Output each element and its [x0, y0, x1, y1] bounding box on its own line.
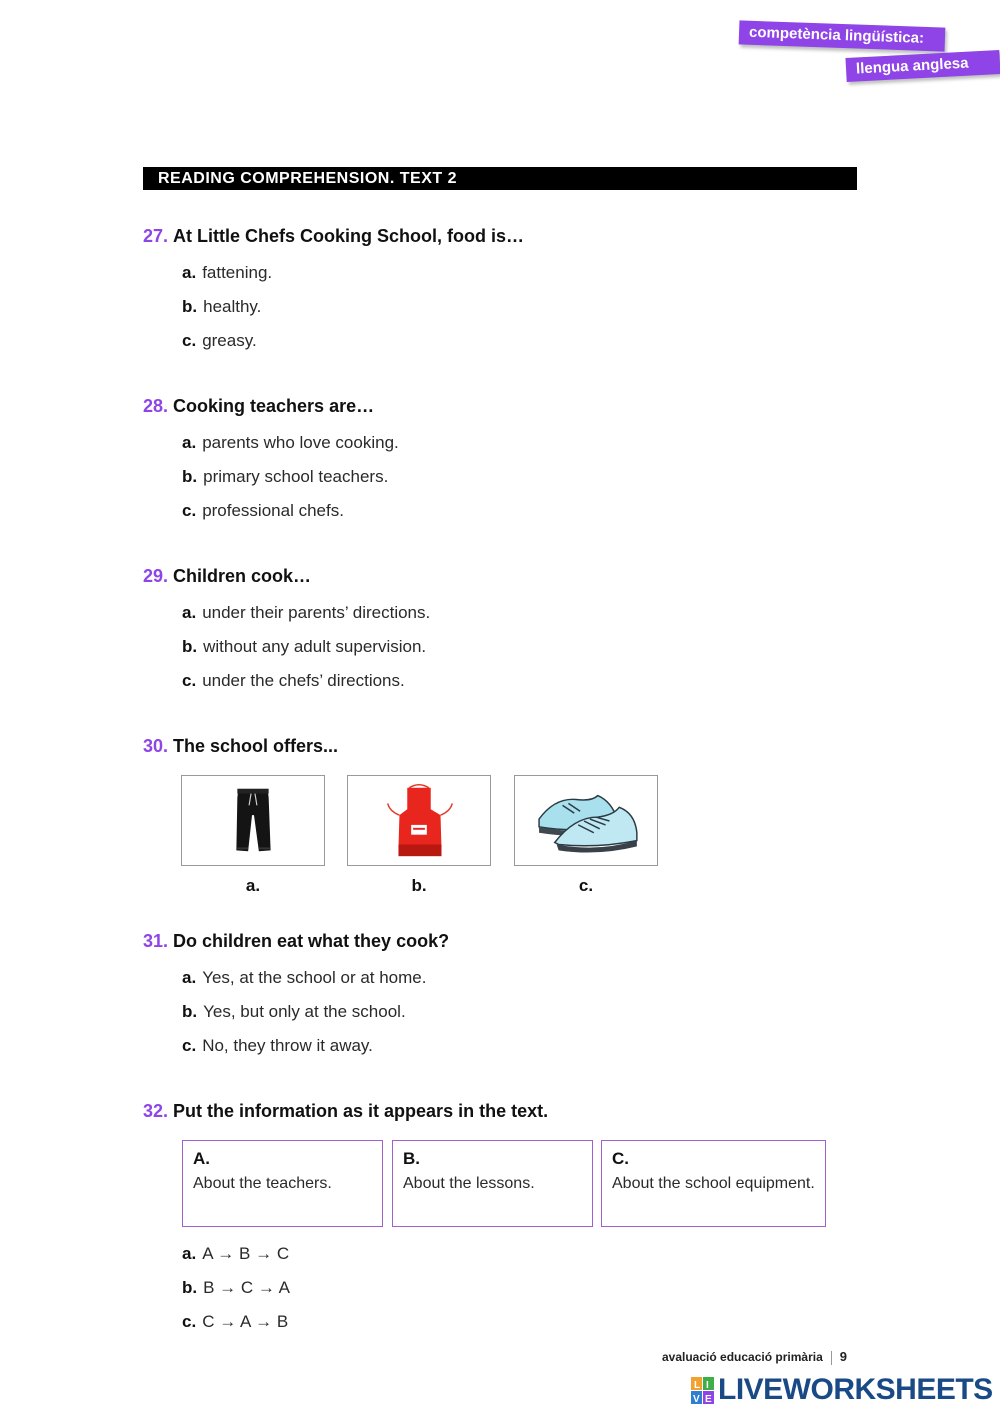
apron-icon	[348, 776, 490, 865]
option-text: under the chefs’ directions.	[202, 671, 405, 690]
image-option-trousers[interactable]	[181, 775, 325, 866]
option-text: healthy.	[203, 297, 262, 316]
option-32-b[interactable]	[182, 1278, 290, 1298]
option-27-a[interactable]	[182, 263, 272, 283]
option-29-b[interactable]	[182, 637, 426, 657]
question-text: Do children eat what they cook?	[173, 931, 450, 951]
question-30	[143, 736, 338, 757]
info-box-title: B.	[403, 1149, 420, 1168]
info-box-b	[392, 1140, 593, 1227]
question-text: The school offers...	[173, 736, 339, 756]
brand-name: LIVEWORKSHEETS	[718, 1373, 993, 1406]
question-27	[143, 226, 524, 247]
page-number: 9	[839, 1349, 847, 1364]
footer-text: avaluació educació primària	[662, 1350, 823, 1364]
option-letter: b.	[182, 1278, 198, 1297]
question-text: Cooking teachers are…	[173, 396, 375, 416]
option-31-b[interactable]	[182, 1002, 406, 1022]
option-letter: c.	[182, 671, 197, 690]
option-27-c[interactable]	[182, 331, 257, 351]
question-text: Children cook…	[173, 566, 312, 586]
svg-text:V: V	[693, 1394, 700, 1405]
option-letter: b.	[182, 297, 198, 316]
info-box-title: A.	[193, 1149, 210, 1168]
option-29-c[interactable]	[182, 671, 405, 691]
option-letter: b.	[182, 1002, 198, 1021]
info-box-title: C.	[612, 1149, 629, 1168]
question-number: 28.	[143, 396, 169, 416]
option-31-c[interactable]	[182, 1036, 373, 1056]
subject-tag-competence: competència lingüística:	[739, 20, 946, 51]
option-letter: a.	[182, 603, 197, 622]
image-label-a: a.	[245, 876, 261, 895]
option-text: primary school teachers.	[203, 467, 389, 486]
option-text: B → C → A	[203, 1278, 291, 1297]
image-label-c: c.	[578, 876, 594, 895]
page-footer	[662, 1349, 847, 1365]
footer-divider	[831, 1351, 832, 1365]
question-number: 30.	[143, 736, 169, 756]
image-option-sneakers[interactable]	[514, 775, 658, 866]
info-box-text: About the lessons.	[403, 1175, 535, 1192]
option-text: A → B → C	[202, 1244, 290, 1263]
info-box-a	[182, 1140, 383, 1227]
info-box-text: About the school equipment.	[612, 1175, 815, 1192]
liveworksheets-logo[interactable]	[690, 1372, 993, 1408]
section-title: READING COMPREHENSION. TEXT 2	[143, 167, 857, 190]
subject-tag-language: llengua anglesa	[845, 50, 1000, 82]
option-letter: a.	[182, 1244, 197, 1263]
info-box-text: About the teachers.	[193, 1175, 332, 1192]
question-number: 32.	[143, 1101, 169, 1121]
option-31-a[interactable]	[182, 968, 426, 988]
option-32-c[interactable]	[182, 1312, 288, 1332]
option-letter: c.	[182, 331, 197, 350]
option-text: fattening.	[202, 263, 273, 282]
option-letter: c.	[182, 501, 197, 520]
option-text: greasy.	[202, 331, 257, 350]
trousers-icon	[182, 776, 324, 865]
svg-text:L: L	[694, 1380, 701, 1391]
question-number: 27.	[143, 226, 169, 246]
option-letter: c.	[182, 1036, 197, 1055]
option-27-b[interactable]	[182, 297, 261, 317]
image-option-apron[interactable]	[347, 775, 491, 866]
info-box-c	[601, 1140, 826, 1227]
option-text: parents who love cooking.	[202, 433, 399, 452]
option-text: under their parents’ directions.	[202, 603, 431, 622]
option-28-b[interactable]	[182, 467, 388, 487]
option-28-c[interactable]	[182, 501, 344, 521]
image-label-b: b.	[411, 876, 427, 895]
option-letter: b.	[182, 467, 198, 486]
option-text: C → A → B	[202, 1312, 289, 1331]
option-letter: a.	[182, 968, 197, 987]
question-number: 31.	[143, 931, 169, 951]
option-text: Yes, but only at the school.	[203, 1002, 406, 1021]
question-28	[143, 396, 374, 417]
question-29	[143, 566, 311, 587]
svg-text:I: I	[706, 1380, 709, 1391]
question-text: Put the information as it appears in the text.	[173, 1101, 549, 1121]
question-text: At Little Chefs Cooking School, food is…	[173, 226, 525, 246]
option-letter: c.	[182, 1312, 197, 1331]
option-text: without any adult supervision.	[203, 637, 427, 656]
sneakers-icon	[515, 776, 657, 865]
live-badge-icon	[690, 1374, 716, 1410]
option-letter: a.	[182, 433, 197, 452]
question-number: 29.	[143, 566, 169, 586]
option-text: No, they throw it away.	[202, 1036, 373, 1055]
option-28-a[interactable]	[182, 433, 399, 453]
option-text: professional chefs.	[202, 501, 344, 520]
option-letter: b.	[182, 637, 198, 656]
question-31	[143, 931, 449, 952]
question-32	[143, 1101, 548, 1122]
option-text: Yes, at the school or at home.	[202, 968, 427, 987]
option-29-a[interactable]	[182, 603, 430, 623]
svg-text:E: E	[705, 1394, 712, 1405]
option-letter: a.	[182, 263, 197, 282]
option-32-a[interactable]	[182, 1244, 289, 1264]
